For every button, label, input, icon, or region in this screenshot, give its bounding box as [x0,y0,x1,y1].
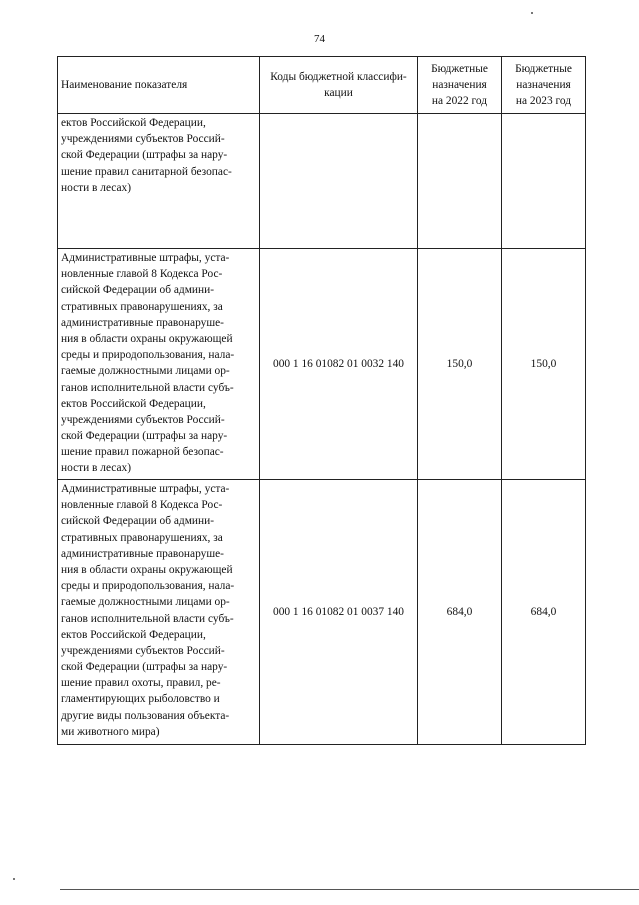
header-line: Бюджетные [515,62,572,75]
indicator-name-line: стративных правонарушениях, за [61,300,223,313]
indicator-name-line: ской Федерации (штрафы за нару- [61,149,228,162]
indicator-name-line: ектов Российской Федерации, [61,117,206,129]
budget-table [57,56,586,745]
indicator-name-line: другие виды пользования объекта- [61,709,230,722]
page-number: 74 [314,33,325,45]
value-2023-cell: 684,0 [502,480,586,745]
column-header-2023 [502,57,586,114]
scan-speck [531,12,533,14]
table-row [58,480,586,745]
indicator-name-line: гламентирующих рыболовство и [61,693,220,706]
indicator-name-line: сийской Федерации об админи- [61,284,215,297]
budget-code-cell [260,114,418,249]
indicator-name-line: гаемые должностными лицами ор- [61,365,230,378]
indicator-name-line: административные правонаруше- [61,316,224,329]
indicator-name-line: административные правонаруше- [61,547,224,560]
table-header-row [58,57,586,114]
indicator-name-line: сийской Федерации об админи- [61,515,215,528]
header-line: кации [324,87,353,99]
value-2023-cell [502,114,586,249]
indicator-name-line: ганов исполнительной власти субъ- [61,612,234,625]
column-header-codes [260,57,418,114]
indicator-name-line: шение правил санитарной безопас- [61,165,232,178]
header-line: на 2022 год [431,95,488,108]
header-line: назначения [516,78,571,91]
indicator-name-line: среды и природопользования, нала- [61,349,235,362]
indicator-name-line: ми животного мира) [61,725,160,738]
value-2023-cell: 150,0 [502,249,586,480]
indicator-name-line: учреждениями субъектов Россий- [61,413,225,426]
indicator-name-line: Административные штрафы, уста- [61,483,230,495]
indicator-name-line: Административные штрафы, уста- [61,252,230,264]
indicator-name-line: среды и природопользования, нала- [61,580,235,593]
indicator-name-line: ния в области охраны окружающей [61,332,233,345]
indicator-name-line: ганов исполнительной власти субъ- [61,381,234,394]
indicator-name-line: гаемые должностными лицами ор- [61,596,230,609]
value-2022-cell: 684,0 [418,480,502,745]
indicator-name-line: учреждениями субъектов Россий- [61,133,225,146]
indicator-name-line: ектов Российской Федерации, [61,397,206,410]
indicator-name-line: новленные главой 8 Кодекса Рос- [61,268,223,281]
table-row [58,249,586,480]
value-2022-cell: 150,0 [418,249,502,480]
indicator-name-line: шение правил охоты, правил, ре- [61,677,221,690]
budget-code-cell: 000 1 16 01082 01 0037 140 [260,480,418,745]
indicator-name-line: учреждениями субъектов Россий- [61,644,225,657]
header-line: Коды бюджетной классифи- [270,70,407,83]
header-line: Бюджетные [431,62,488,75]
indicator-name-line: ской Федерации (штрафы за нару- [61,661,228,674]
scan-edge-line [60,889,639,890]
header-line: на 2023 год [515,95,572,108]
column-header-name: Наименование показателя [58,57,260,114]
indicator-name-line: ности в лесах) [61,181,132,194]
indicator-name-line: ской Федерации (штрафы за нару- [61,430,228,443]
indicator-name-line: ности в лесах) [61,462,132,475]
scan-speck [13,878,15,880]
indicator-name-cell [58,249,260,480]
indicator-name-line: шение правил пожарной безопас- [61,446,224,459]
column-header-2022 [418,57,502,114]
indicator-name-line: ния в области охраны окружающей [61,563,233,576]
indicator-name-cell [58,114,260,249]
value-2022-cell [418,114,502,249]
indicator-name-cell [58,480,260,745]
indicator-name-line: ектов Российской Федерации, [61,628,206,641]
header-line: назначения [432,78,487,91]
table-row [58,114,586,249]
indicator-name-line: новленные главой 8 Кодекса Рос- [61,499,223,512]
indicator-name-line: стративных правонарушениях, за [61,531,223,544]
budget-code-cell: 000 1 16 01082 01 0032 140 [260,249,418,480]
